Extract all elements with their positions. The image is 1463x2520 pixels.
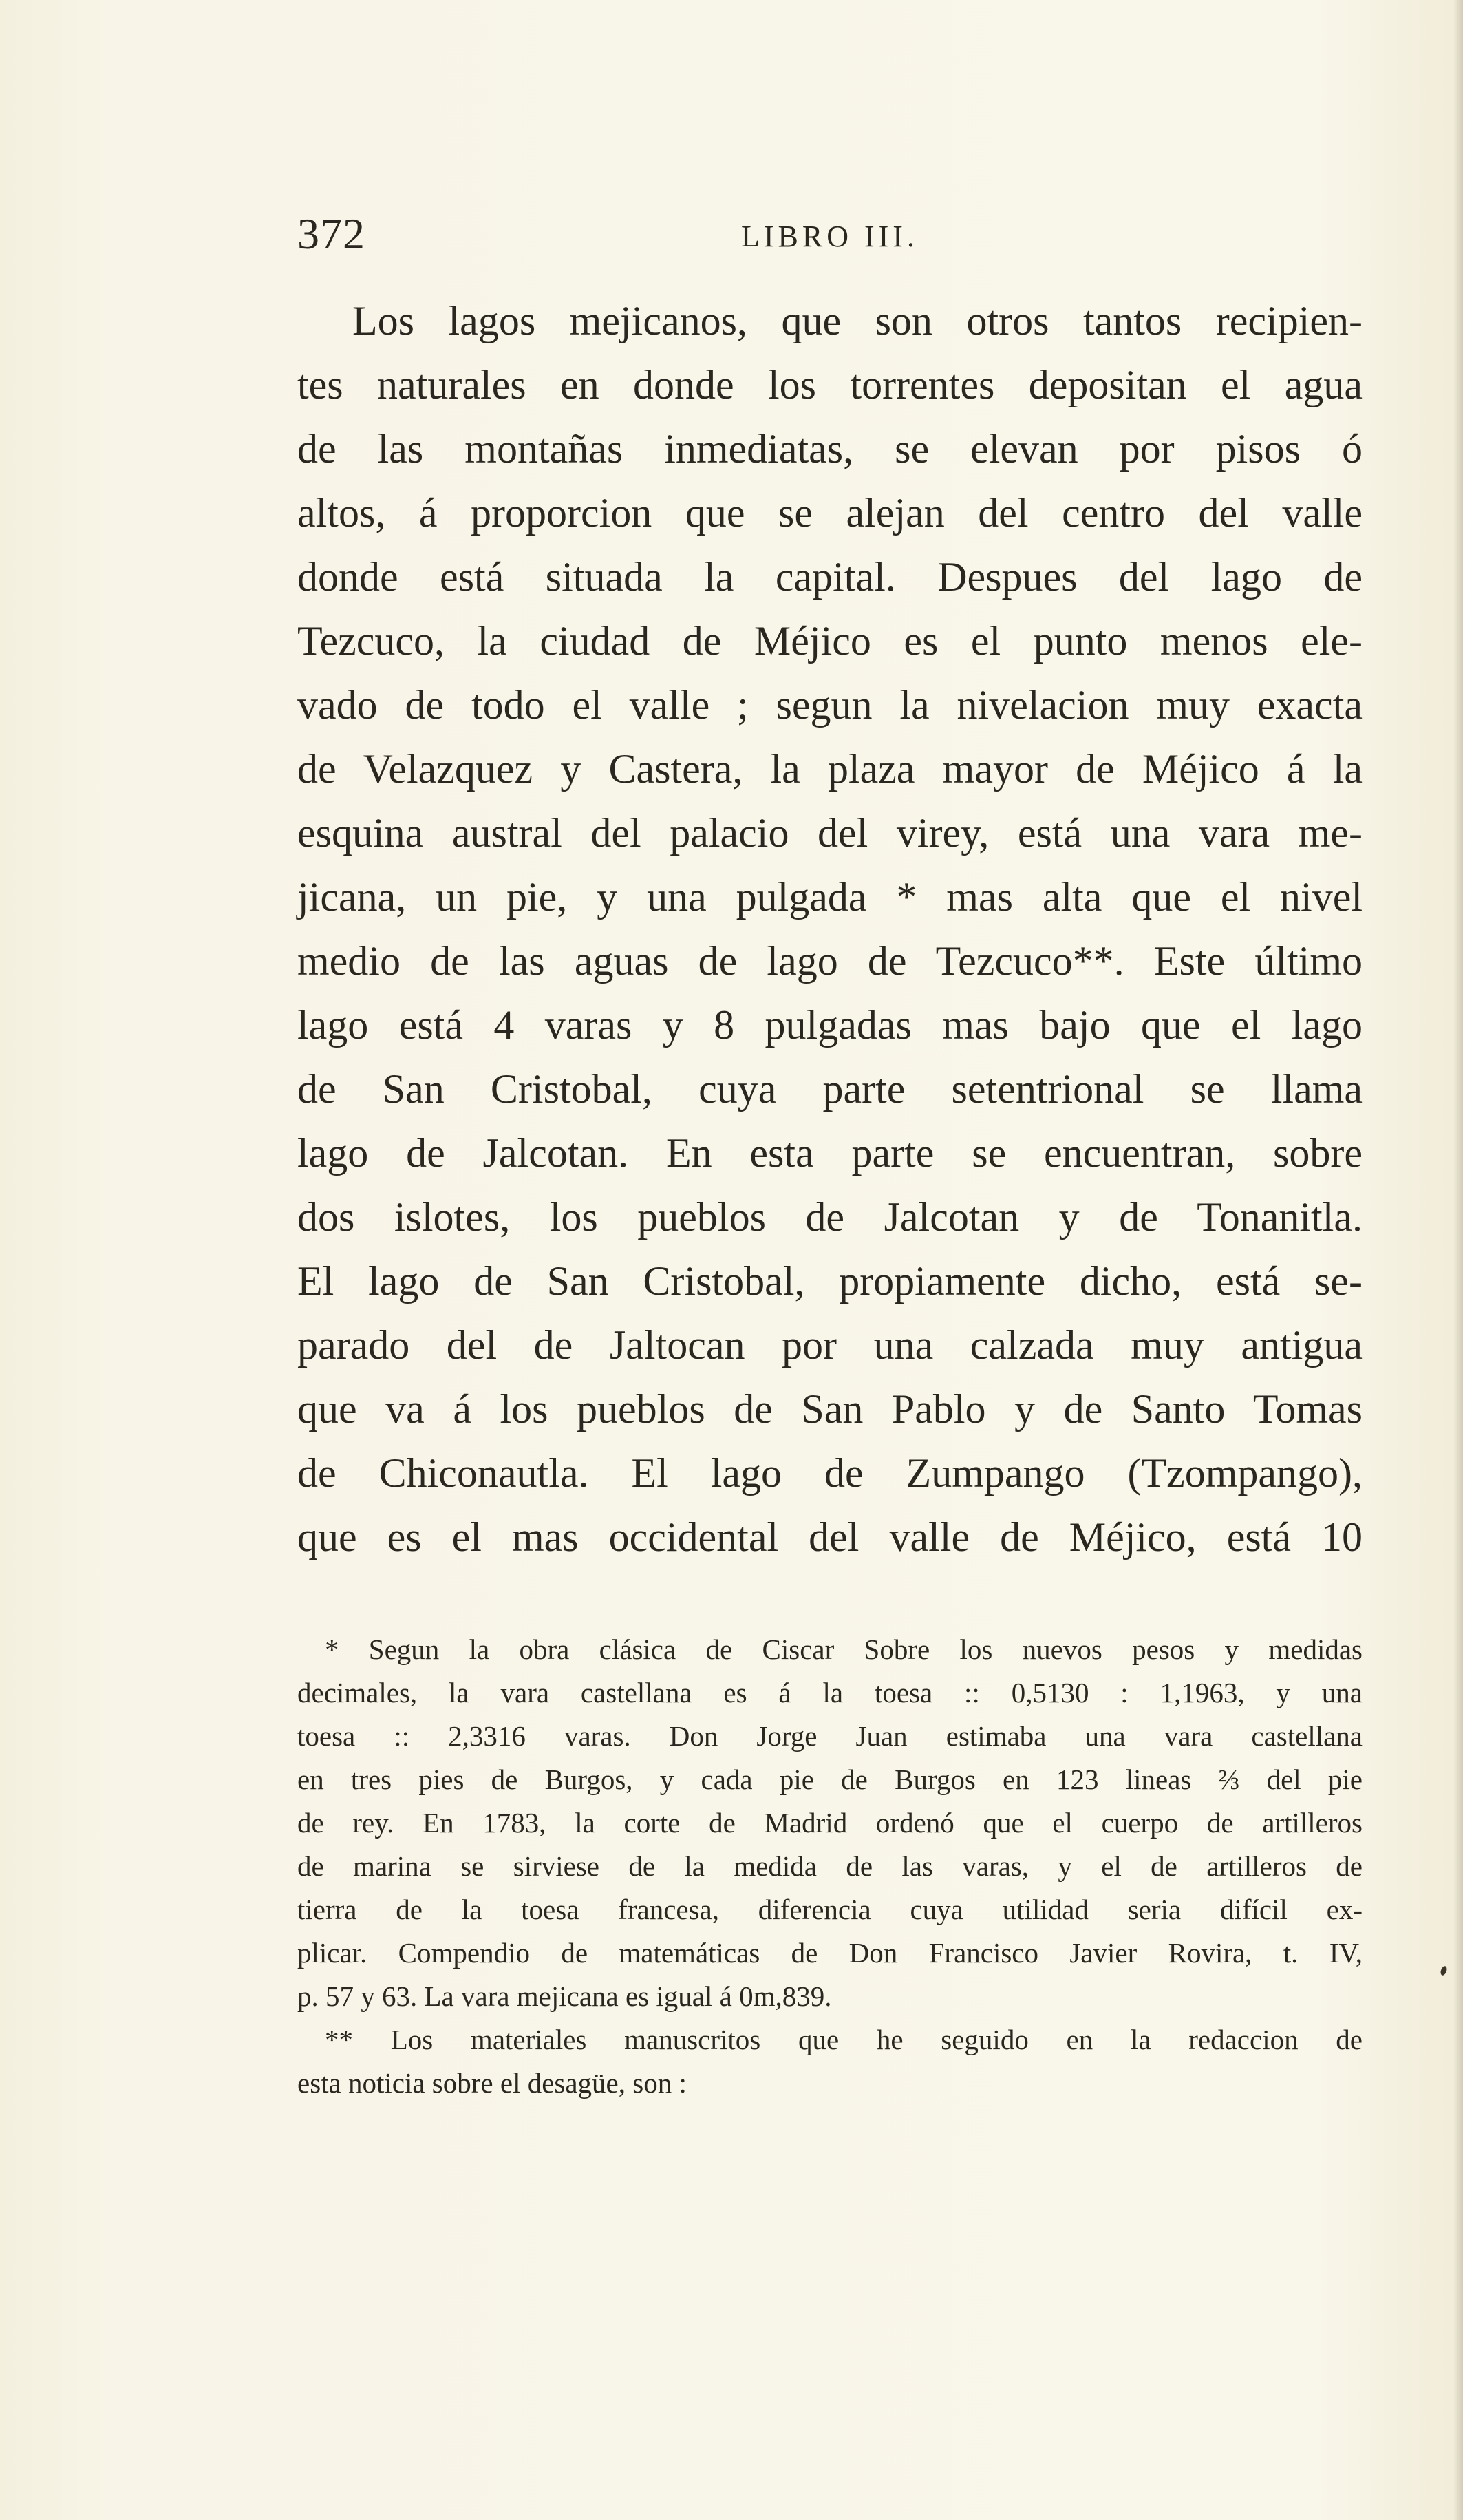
text-line: dos islotes, los pueblos de Jalcotan y de Tonanitla.	[297, 1194, 1363, 1240]
text-line: Tezcuco, la ciudad de Méjico es el punto menos ele-	[297, 618, 1363, 664]
text-line: vado de todo el valle ; segun la nivelacion muy exacta	[297, 682, 1363, 728]
text-line: altos, á proporcion que se alejan del centro del valle	[297, 490, 1363, 536]
footnote-line: de marina se sirviese de la medida de las varas, y el de artilleros de	[297, 1850, 1363, 1882]
text-line: esquina austral del palacio del virey, está una vara me-	[297, 810, 1363, 856]
text-line: Los lagos mejicanos, que son otros tantos recipien-	[352, 298, 1363, 343]
text-line: El lago de San Cristobal, propiamente dicho, está se-	[297, 1258, 1363, 1304]
text-line: medio de las aguas de lago de Tezcuco**. Este último	[297, 938, 1363, 984]
text-line: de San Cristobal, cuya parte setentrional se llama	[297, 1066, 1363, 1112]
text-line: jicana, un pie, y una pulgada * mas alta que el nivel	[297, 874, 1363, 920]
page-edge-shadow	[1453, 0, 1463, 2520]
footnote-line: en tres pies de Burgos, y cada pie de Burgos en 123 lineas ⅔ del pie	[297, 1764, 1363, 1795]
page-header	[297, 207, 1363, 262]
text-line: lago está 4 varas y 8 pulgadas mas bajo que el lago	[297, 1002, 1363, 1048]
text-line: tes naturales en donde los torrentes depositan el agua	[297, 362, 1363, 407]
footnote-line: p. 57 y 63. La vara mejicana es igual á 0m,839.	[297, 1980, 832, 2012]
text-line: que es el mas occidental del valle de Méjico, está 10	[297, 1514, 1363, 1560]
footnote-line: tierra de la toesa francesa, diferencia cuya utilidad seria difícil ex-	[297, 1894, 1363, 1925]
footnote-line: de rey. En 1783, la corte de Madrid ordenó que el cuerpo de artilleros	[297, 1807, 1363, 1839]
running-head: LIBRO III.	[741, 220, 919, 253]
footnote-line: plicar. Compendio de matemáticas de Don Francisco Javier Rovira, t. IV,	[297, 1937, 1363, 1969]
ink-fleck	[1440, 1965, 1448, 1976]
footnote-line: decimales, la vara castellana es á la toesa :: 0,5130 : 1,1963, y una	[297, 1677, 1363, 1708]
text-line: de Velazquez y Castera, la plaza mayor de Méjico á la	[297, 746, 1363, 792]
footnote-line: ** Los materiales manuscritos que he seguido en la redaccion de	[325, 2024, 1363, 2055]
text-line: parado del de Jaltocan por una calzada muy antigua	[297, 1322, 1363, 1368]
footnote-line: * Segun la obra clásica de Ciscar Sobre los nuevos pesos y medidas	[325, 1633, 1363, 1665]
main-text	[297, 289, 1363, 1569]
footnote-line: toesa :: 2,3316 varas. Don Jorge Juan estimaba una vara castellana	[297, 1720, 1363, 1752]
text-line: que va á los pueblos de San Pablo y de Santo Tomas	[297, 1386, 1363, 1432]
text-line: donde está situada la capital. Despues del lago de	[297, 554, 1363, 600]
footnote-line: esta noticia sobre el desagüe, son :	[297, 2067, 687, 2099]
footnotes	[297, 1628, 1363, 2105]
page-number: 372	[297, 209, 365, 258]
text-line: de Chiconautla. El lago de Zumpango (Tzompango),	[297, 1450, 1363, 1496]
text-line: lago de Jalcotan. En esta parte se encuentran, sobre	[297, 1130, 1363, 1176]
text-line: de las montañas inmediatas, se elevan por pisos ó	[297, 426, 1363, 472]
